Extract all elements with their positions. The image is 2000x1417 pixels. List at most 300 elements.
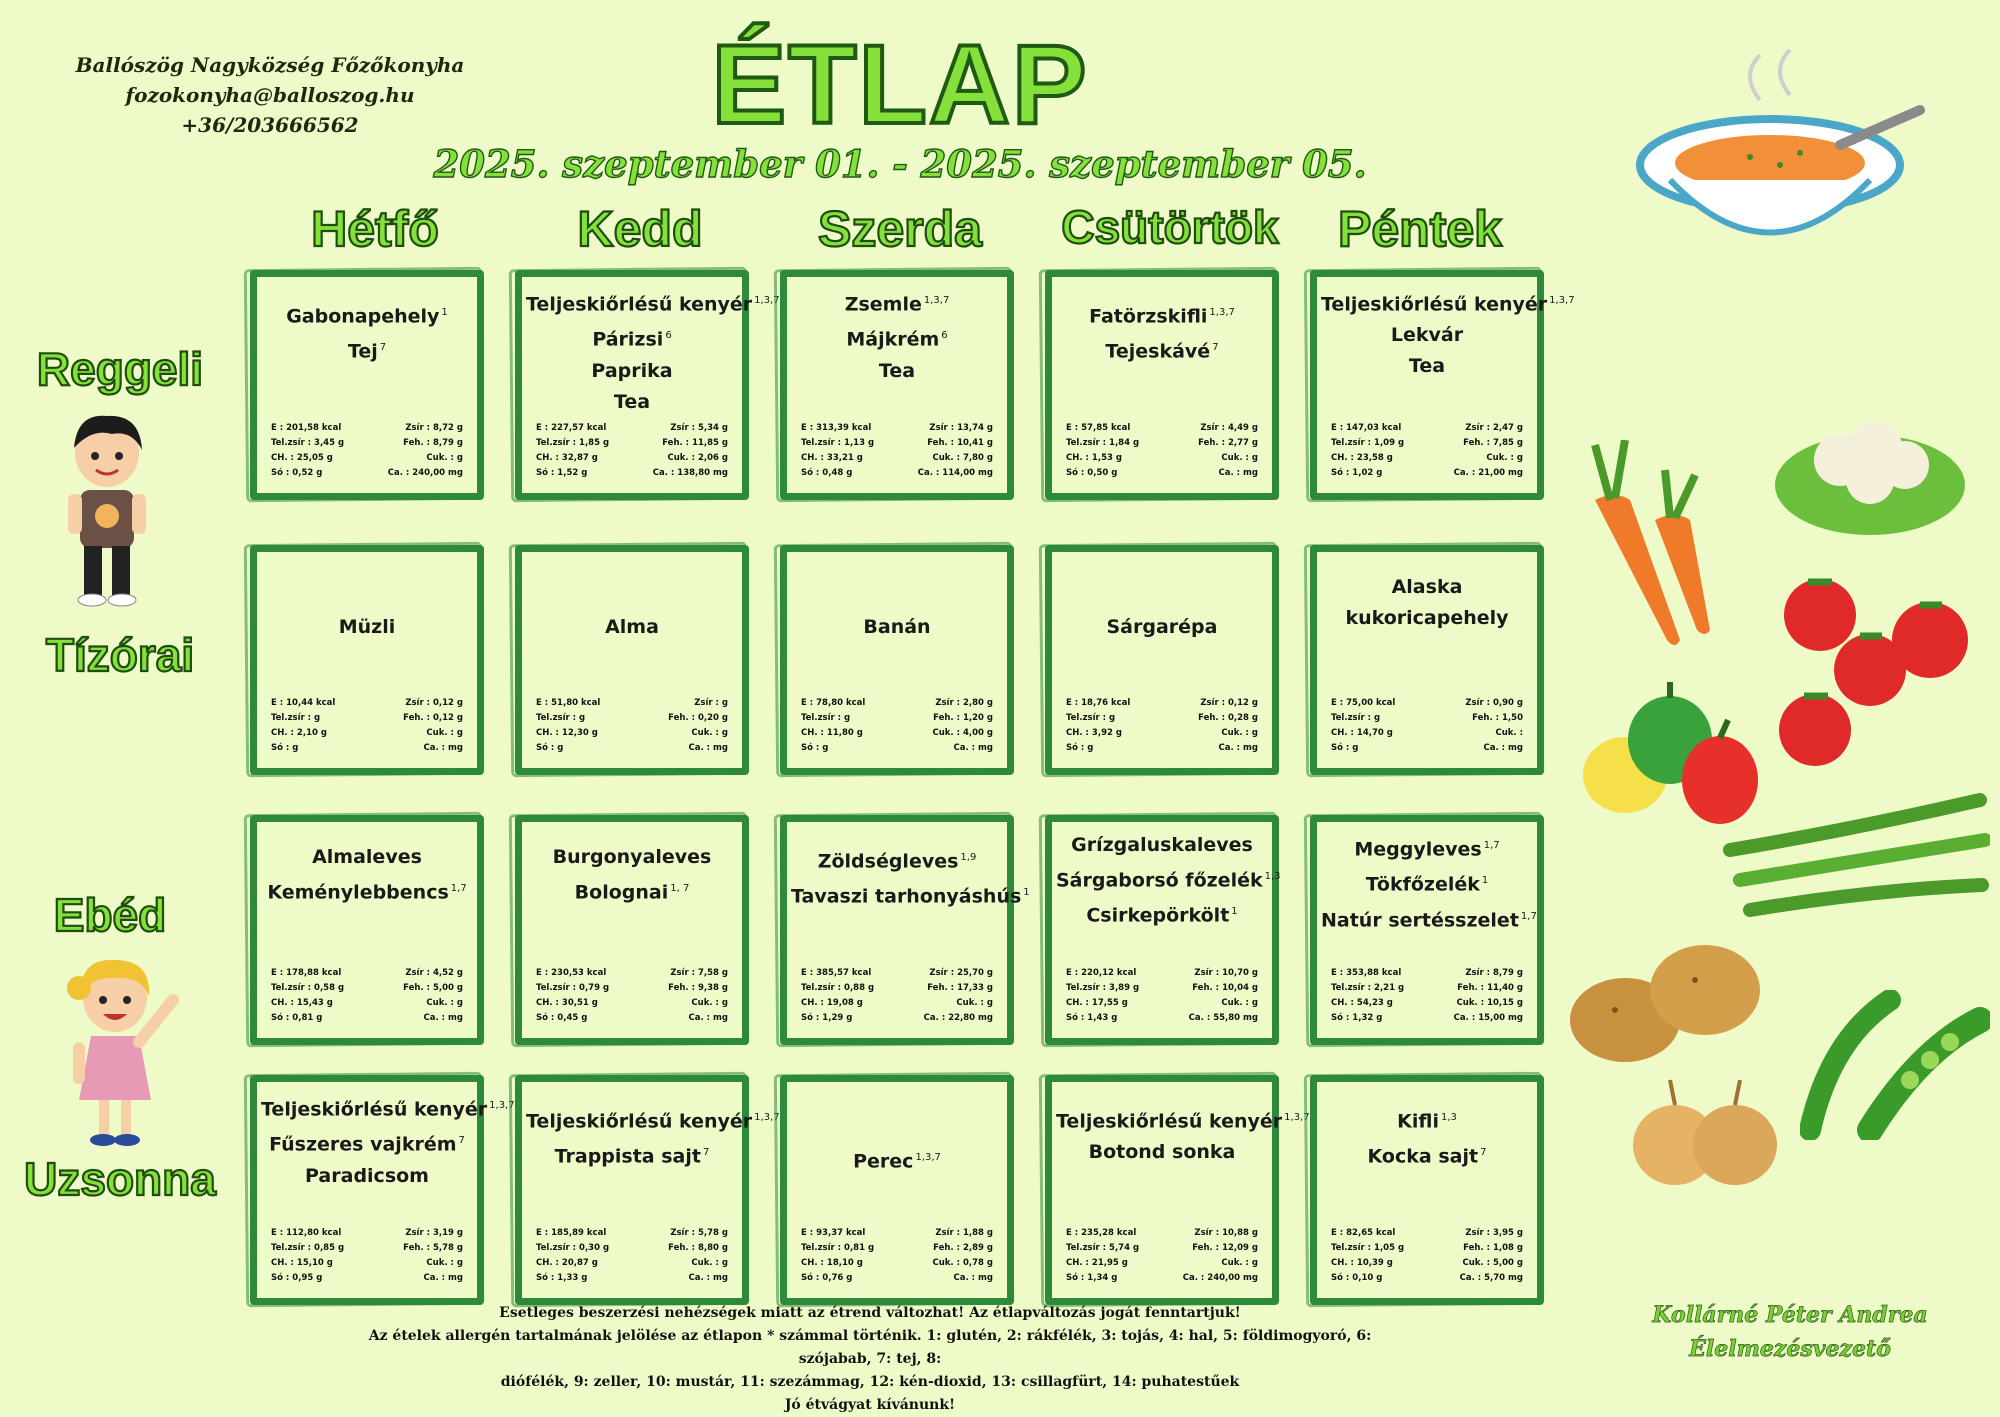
nutrient-label: Tel.zsír : — [536, 983, 577, 993]
nutrient-value: 1,05 g — [1374, 1243, 1405, 1253]
allergen-code: 1,3,7 — [1284, 1112, 1310, 1123]
allergen-code: 1 — [441, 307, 448, 318]
nutrient-label: Só : — [1331, 1013, 1350, 1023]
nutrient-telzsir — [1331, 981, 1431, 996]
dish-name: Paprika — [591, 359, 673, 382]
nutrient-value: g — [1251, 1258, 1258, 1268]
dish-item — [791, 877, 1030, 912]
nutrient-value: 240,00 mg — [1207, 1273, 1258, 1283]
nutrient-value: 5,78 g — [697, 1228, 728, 1238]
nutrient-ca — [954, 1271, 993, 1286]
nutrient-cuk — [691, 726, 728, 741]
nutrient-value: 201,58 kcal — [286, 423, 342, 433]
footer-notes — [340, 1302, 1400, 1417]
nutrient-value: g — [456, 453, 463, 463]
nutrient-value: 0,95 g — [292, 1273, 323, 1283]
allergen-code: 1,7 — [450, 883, 467, 894]
nutrient-value: 1,08 g — [1492, 1243, 1523, 1253]
nutrient-cuk — [1457, 996, 1523, 1011]
nutrient-value: 21,95 g — [1091, 1258, 1128, 1268]
nutrient-value: g — [557, 743, 564, 753]
nutrition-info — [536, 1226, 728, 1286]
allergen-code: 7 — [1212, 342, 1219, 354]
nutrient-label: CH. : — [1066, 998, 1089, 1008]
nutrient-ch — [536, 726, 636, 741]
menu-cell-snack-tuesday — [515, 545, 749, 775]
nutrient-value: 2,06 g — [697, 453, 728, 463]
nutrient-feh — [403, 981, 463, 996]
nutrient-label: Ca. : — [423, 1013, 446, 1023]
nutrient-label: Zsír : — [405, 1228, 431, 1238]
nutrient-cuk — [1221, 996, 1258, 1011]
dish-item — [261, 297, 473, 332]
nutrition-info — [801, 696, 993, 756]
dish-list — [261, 1090, 515, 1192]
nutrient-ca — [924, 1011, 993, 1026]
allergen-code: 1,3,7 — [915, 1152, 941, 1163]
nutrient-value: 22,80 mg — [948, 1013, 993, 1023]
dish-name: Teljeskiőrlésű kenyér — [526, 1110, 753, 1133]
nutrient-label: CH. : — [1066, 1258, 1089, 1268]
dish-item — [261, 1125, 473, 1160]
nutrient-zsir — [405, 1226, 463, 1241]
dish-list — [1321, 285, 1575, 382]
nutrient-label: Feh. : — [1192, 983, 1220, 993]
nutrient-so — [1066, 1011, 1166, 1026]
nutrient-value: g — [844, 713, 851, 723]
nutrient-so — [536, 466, 636, 481]
menu-cell-lunch-tuesday — [515, 815, 749, 1045]
menu-cell-snack-monday — [250, 545, 484, 775]
nutrient-value: 3,89 g — [1109, 983, 1140, 993]
nutrient-telzsir — [536, 711, 636, 726]
dish-name: Grízgaluskaleves — [1071, 834, 1253, 856]
nutrient-value: 17,55 g — [1091, 998, 1128, 1008]
footer-line-2: Az ételek allergén tartalmának jelölése az étlapon * számmal történik. 1: glutén, 2: rákfélék, 3: tojás, 4: hal, 5: földimogyoró, 6: szójabab, 7: tej, 8: — [368, 1328, 1372, 1367]
nutrient-value: 15,00 mg — [1478, 1013, 1523, 1023]
allergen-code: 1,3,7 — [923, 295, 950, 306]
dish-item — [1321, 830, 1533, 865]
nutrient-telzsir — [1066, 436, 1166, 451]
nutrient-value: 185,89 kcal — [551, 1228, 607, 1238]
dish-list — [791, 1142, 1003, 1177]
nutrient-value: mg — [713, 1013, 728, 1023]
nutrient-value: mg — [978, 1273, 993, 1283]
nutrient-label: Zsír : — [405, 698, 431, 708]
nutrient-label: Zsír : — [405, 968, 431, 978]
dish-name: Kocka sajt — [1367, 1145, 1479, 1168]
nutrient-value: g — [456, 1258, 463, 1268]
menu-cell-breakfast-friday — [1310, 270, 1575, 500]
nutrition-info — [271, 696, 463, 756]
nutrient-value: 18,76 kcal — [1081, 698, 1131, 708]
nutrient-value: 1,32 g — [1352, 1013, 1383, 1023]
dish-item — [791, 1142, 1003, 1177]
nutrient-label: Ca. : — [387, 468, 410, 478]
boy-icon — [52, 408, 162, 608]
cauliflower-icon — [1770, 390, 1970, 540]
nutrient-value: g — [456, 998, 463, 1008]
dish-list — [526, 842, 738, 908]
dish-name: Burgonyaleves — [552, 846, 712, 868]
menu-cell-snack-thursday — [1045, 545, 1279, 775]
nutrient-ca — [918, 466, 993, 481]
dish-item — [1321, 603, 1533, 634]
nutrient-e — [536, 421, 636, 436]
nutrient-label: CH. : — [271, 728, 294, 738]
nutrient-zsir — [1465, 421, 1523, 436]
dish-name: Banán — [863, 616, 931, 638]
nutrient-label: Cuk. : — [691, 998, 719, 1008]
nutrient-label: Ca. : — [953, 743, 976, 753]
dish-name: Tökfőzelék — [1365, 873, 1480, 896]
nutrient-value: g — [292, 743, 299, 753]
nutrient-ch — [1331, 726, 1431, 741]
nutrient-cuk — [1462, 1256, 1523, 1271]
dish-name: Botond sonka — [1088, 1141, 1236, 1164]
nutrient-label: Só : — [536, 743, 555, 753]
allergen-code: 1,3,7 — [754, 295, 780, 306]
nutrient-label: Tel.zsír : — [536, 713, 577, 723]
nutrient-label: E : — [1066, 968, 1079, 978]
nutrient-label: CH. : — [801, 998, 824, 1008]
allergen-code: 1,3 — [1264, 871, 1281, 882]
nutrient-label: Ca. : — [1483, 743, 1506, 753]
nutrient-label: CH. : — [536, 998, 559, 1008]
nutrient-label: Cuk. : — [1221, 728, 1249, 738]
nutrient-label: Cuk. : — [426, 998, 454, 1008]
dish-name: Tejeskávé — [1105, 340, 1211, 363]
dish-list — [1056, 612, 1268, 643]
tomato-icon — [1770, 560, 1980, 770]
allergen-code: 1,7 — [1520, 910, 1537, 922]
nutrient-label: Só : — [1066, 1273, 1085, 1283]
dish-name: Alma — [605, 616, 659, 638]
nutrient-ch — [801, 996, 901, 1011]
nutrient-so — [536, 1271, 636, 1286]
nutrient-value: 51,80 kcal — [551, 698, 601, 708]
nutrient-ch — [1331, 1256, 1431, 1271]
dish-item — [526, 1137, 738, 1172]
meal-label-snack: Tízórai — [45, 629, 195, 681]
potato-icon — [1565, 930, 1765, 1070]
nutrient-telzsir — [271, 436, 371, 451]
allergen-code: 1,7 — [1483, 840, 1500, 851]
nutrient-cuk — [691, 996, 728, 1011]
nutrient-value: 7,85 g — [1492, 438, 1523, 448]
dish-item — [526, 842, 738, 873]
nutrient-label: Cuk. : — [1456, 998, 1485, 1008]
nutrient-e — [801, 696, 901, 711]
nutrient-value: 0,28 g — [1227, 713, 1258, 723]
nutrient-zsir — [935, 1226, 993, 1241]
nutrient-label: CH. : — [801, 1258, 824, 1268]
nutrient-value: 15,10 g — [296, 1258, 333, 1268]
nutrient-cuk — [426, 451, 463, 466]
dish-name: Müzli — [338, 616, 396, 638]
nutrient-cuk — [667, 451, 728, 466]
nutrient-label: Só : — [801, 1273, 820, 1283]
nutrient-label: Cuk. : — [426, 728, 454, 738]
nutrient-value: 57,85 kcal — [1081, 423, 1131, 433]
nutrient-value: 0,10 g — [1352, 1273, 1383, 1283]
nutrient-value: 1,50 — [1502, 713, 1523, 723]
nutrition-info — [801, 421, 993, 481]
dish-name: Sárgarépa — [1106, 616, 1218, 638]
nutrient-value: 2,47 g — [1492, 423, 1523, 433]
nutrient-label: Feh. : — [1192, 1243, 1220, 1253]
nutrient-value: g — [1087, 743, 1094, 753]
nutrient-feh — [1472, 711, 1523, 726]
nutrient-value: 353,88 kcal — [1346, 968, 1402, 978]
nutrient-value: 178,88 kcal — [286, 968, 342, 978]
nutrient-label: Ca. : — [917, 468, 940, 478]
allergen-code: 1,3,7 — [1209, 307, 1235, 318]
nutrient-label: Cuk. : — [1462, 1258, 1491, 1268]
nutrient-telzsir — [801, 436, 901, 451]
nutrient-label: E : — [271, 1228, 284, 1238]
nutrient-ch — [1331, 451, 1431, 466]
nutrient-label: Zsír : — [1465, 423, 1491, 433]
dish-name: Bolognai — [574, 881, 669, 904]
nutrient-value: g — [314, 713, 321, 723]
dish-item — [1056, 332, 1268, 367]
nutrient-value: 2,80 g — [962, 698, 993, 708]
nutrient-label: E : — [801, 1228, 814, 1238]
dish-name: Teljeskiőrlésű kenyér — [261, 1098, 488, 1121]
nutrient-value: mg — [1243, 743, 1258, 753]
nutrient-label: Tel.zsír : — [1331, 1243, 1372, 1253]
nutrient-value: 0,48 g — [822, 468, 853, 478]
nutrient-value: g — [579, 713, 586, 723]
dish-item — [526, 873, 738, 908]
dish-list — [1321, 572, 1533, 634]
nutrient-ca — [1460, 1271, 1523, 1286]
menu-cell-breakfast-wednesday — [780, 270, 1014, 500]
dish-name: Teljeskiőrlésű kenyér — [1321, 293, 1548, 316]
menu-cell-lunch-friday — [1310, 815, 1544, 1045]
nutrient-label: CH. : — [1331, 1258, 1354, 1268]
nutrient-ch — [1331, 996, 1431, 1011]
nutrition-info — [1066, 421, 1258, 481]
nutrient-telzsir — [1066, 1241, 1166, 1256]
nutrient-e — [1331, 421, 1431, 436]
nutrient-ch — [271, 726, 371, 741]
nutrient-so — [1331, 741, 1431, 756]
nutrient-ch — [536, 996, 636, 1011]
nutrient-label: CH. : — [1331, 728, 1354, 738]
nutrient-feh — [1198, 711, 1258, 726]
nutrient-ch — [271, 451, 371, 466]
nutrient-label: Zsír : — [1465, 698, 1491, 708]
nutrient-label: Só : — [536, 468, 555, 478]
nutrient-value: mg — [448, 743, 463, 753]
nutrient-so — [1066, 466, 1166, 481]
org-phone: +36/203666562 — [181, 113, 359, 137]
nutrient-e — [1331, 966, 1431, 981]
nutrient-label: Feh. : — [668, 713, 696, 723]
nutrient-label: Feh. : — [668, 1243, 696, 1253]
nutrient-e — [271, 966, 371, 981]
nutrient-label: Ca. : — [688, 1013, 711, 1023]
nutrient-value: 1,43 g — [1087, 1013, 1118, 1023]
nutrient-value: g — [986, 998, 993, 1008]
dish-item — [261, 612, 473, 643]
nutrient-label: E : — [801, 698, 814, 708]
dish-item — [526, 320, 738, 355]
nutrient-value: 32,87 g — [561, 453, 598, 463]
nutrient-label: Ca. : — [688, 743, 711, 753]
allergen-code: 7 — [1480, 1147, 1487, 1159]
nutrient-ch — [271, 996, 371, 1011]
nutrient-value: 20,87 g — [561, 1258, 598, 1268]
nutrient-telzsir — [271, 1241, 371, 1256]
menu-cell-afternoon-snack-monday — [250, 1075, 515, 1305]
nutrient-value: 2,21 g — [1374, 983, 1405, 993]
nutrient-value: 0,78 g — [962, 1258, 993, 1268]
nutrient-label: Feh. : — [927, 438, 955, 448]
nutrient-value: 1,34 g — [1087, 1273, 1118, 1283]
nutrient-value: 54,23 g — [1356, 998, 1393, 1008]
nutrient-label: Zsír : — [1194, 968, 1220, 978]
nutrient-label: Cuk. : — [1486, 453, 1514, 463]
nutrient-cuk — [426, 1256, 463, 1271]
nutrient-value: 55,80 mg — [1213, 1013, 1258, 1023]
nutrient-label: Só : — [536, 1273, 555, 1283]
menu-cell-afternoon-snack-tuesday — [515, 1075, 780, 1305]
nutrient-ca — [653, 466, 728, 481]
dish-name: Natúr sertésszelet — [1321, 908, 1519, 931]
footer-line-3: diófélék, 9: zeller, 10: mustár, 11: szezámmag, 12: kén-dioxid, 13: csillagfürt, 14: puhatestűek — [500, 1374, 1240, 1390]
nutrient-feh — [1198, 436, 1258, 451]
nutrient-value: 12,30 g — [561, 728, 598, 738]
dish-item — [1056, 896, 1268, 931]
org-email[interactable]: fozokonyha@balloszog.hu — [125, 83, 415, 107]
nutrient-label: Zsír : — [1194, 1228, 1220, 1238]
dish-item — [526, 387, 738, 418]
meal-label-afternoon-snack: Uzsonna — [24, 1153, 216, 1205]
nutrient-ch — [536, 1256, 636, 1271]
nutrient-label: Só : — [801, 743, 820, 753]
nutrient-telzsir — [801, 711, 901, 726]
nutrient-telzsir — [536, 1241, 636, 1256]
nutrient-feh — [1192, 1241, 1258, 1256]
nutrient-ca — [424, 741, 463, 756]
nutrient-ch — [271, 1256, 371, 1271]
nutrient-label: Zsír : — [935, 698, 961, 708]
nutrient-label: Cuk. : — [667, 453, 696, 463]
nutrient-value: 14,70 g — [1356, 728, 1393, 738]
nutrient-value: g — [1109, 713, 1116, 723]
nutrient-label: Zsír : — [1465, 1228, 1491, 1238]
pea-pod-icon — [1800, 990, 1990, 1140]
nutrient-so — [271, 1011, 371, 1026]
day-header-thursday: Csütörtök — [1061, 201, 1279, 253]
dish-list — [526, 612, 738, 643]
signature-role: Élelmezésvezető — [1689, 1336, 1891, 1362]
meal-label-breakfast: Reggeli — [36, 343, 204, 395]
dish-name: Csirkepörkölt — [1086, 904, 1230, 927]
nutrient-label: Zsír : — [929, 968, 955, 978]
nutrient-ca — [689, 1011, 728, 1026]
nutrient-so — [801, 741, 901, 756]
nutrient-label: E : — [536, 1228, 549, 1238]
day-header-friday: Péntek — [1338, 201, 1502, 257]
allergen-code: 1,9 — [960, 852, 977, 863]
nutrient-cuk — [1221, 726, 1258, 741]
nutrient-value: 11,80 g — [826, 728, 863, 738]
nutrient-label: Zsír : — [694, 698, 719, 708]
dish-name: Teljeskiőrlésű kenyér — [526, 293, 753, 316]
dish-item — [1321, 1137, 1533, 1172]
nutrient-label: E : — [271, 423, 284, 433]
nutrient-cuk — [932, 726, 993, 741]
nutrient-value: 5,00 g — [1492, 1258, 1523, 1268]
nutrient-value: 82,65 kcal — [1346, 1228, 1396, 1238]
nutrient-label: Só : — [536, 1013, 555, 1023]
nutrient-so — [536, 1011, 636, 1026]
nutrient-value: 4,52 g — [432, 968, 463, 978]
menu-cell-afternoon-snack-friday — [1310, 1075, 1544, 1305]
nutrient-ca — [1484, 741, 1523, 756]
nutrient-label: Só : — [1066, 1013, 1085, 1023]
nutrient-value: 11,85 g — [692, 438, 728, 448]
dish-item — [526, 356, 738, 387]
dish-item — [1321, 320, 1533, 351]
allergen-code: 6 — [665, 330, 672, 342]
nutrient-value: 1,53 g — [1091, 453, 1122, 463]
allergen-code: 1,3 — [1440, 1112, 1457, 1123]
nutrient-telzsir — [801, 1241, 901, 1256]
dish-item — [1056, 830, 1268, 861]
day-header-monday: Hétfő — [311, 201, 439, 257]
dish-name: Tej — [347, 340, 378, 363]
nutrient-value: 5,70 mg — [1484, 1273, 1523, 1283]
nutrient-label: CH. : — [1066, 453, 1089, 463]
nutrient-e — [1066, 1226, 1166, 1241]
nutrient-value: g — [721, 698, 728, 708]
nutrient-label: E : — [271, 968, 284, 978]
nutrient-value: 33,21 g — [826, 453, 863, 463]
dish-list — [1321, 830, 1537, 936]
nutrient-label: Cuk. : — [691, 728, 719, 738]
nutrient-value: 3,19 g — [432, 1228, 463, 1238]
nutrient-zsir — [1465, 1226, 1523, 1241]
menu-cell-afternoon-snack-thursday — [1045, 1075, 1310, 1305]
nutrient-feh — [668, 981, 728, 996]
nutrient-value: 3,92 g — [1091, 728, 1122, 738]
nutrient-label: Ca. : — [688, 1273, 711, 1283]
nutrient-e — [536, 1226, 636, 1241]
allergen-code: 7 — [702, 1147, 710, 1159]
nutrient-zsir — [670, 421, 728, 436]
nutrient-value: g — [1516, 453, 1523, 463]
nutrient-value: 7,58 g — [697, 968, 728, 978]
nutrient-label: Tel.zsír : — [801, 983, 842, 993]
dish-item — [791, 320, 1003, 355]
nutrient-label: E : — [801, 968, 814, 978]
menu-cell-snack-friday — [1310, 545, 1544, 775]
nutrient-telzsir — [1066, 981, 1166, 996]
nutrient-so — [271, 741, 371, 756]
nutrient-feh — [403, 1241, 463, 1256]
nutrient-label: Cuk. : — [932, 728, 961, 738]
nutrient-value: g — [822, 743, 829, 753]
nutrient-value: 1,33 g — [557, 1273, 588, 1283]
menu-cell-lunch-thursday — [1045, 815, 1279, 1045]
dish-item — [526, 285, 780, 320]
dish-item — [261, 332, 473, 367]
